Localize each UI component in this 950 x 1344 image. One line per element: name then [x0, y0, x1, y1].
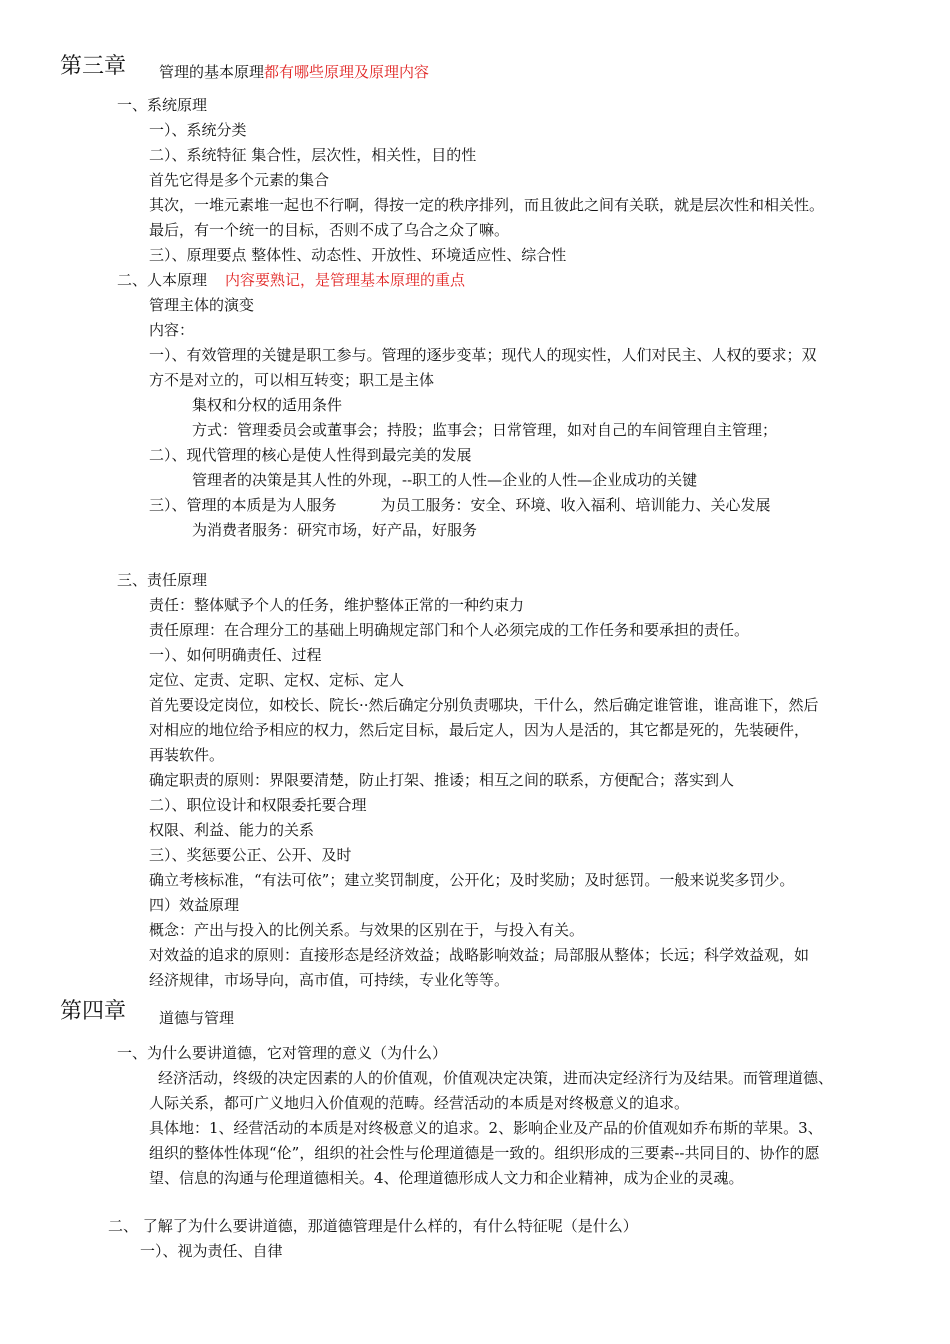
body-line: 概念：产出与投入的比例关系。与效果的区别在于，与投入有关。 — [149, 921, 585, 939]
body-line: 经济活动，终级的决定因素的人的价值观，价值观决定决策，进而决定经济行为及结果。而管理道德、 — [158, 1069, 834, 1087]
body-line: 人际关系，都可广义地归入价值观的范畴。经营活动的本质是对终极意义的追求。 — [149, 1094, 690, 1112]
body-line: 为消费者服务：研究市场，好产品，好服务 — [192, 521, 478, 539]
body-line — [149, 495, 771, 515]
body-line: 确定职责的原则：界限要清楚，防止打架、推诿；相互之间的联系，方便配合；落实到人 — [149, 771, 735, 789]
body-line: 首先要设定岗位，如校长、院长··然后确定分别负责哪块，干什么，然后确定谁管谁，谁高谁下，然后 — [149, 696, 819, 714]
section-human-title: 二、人本原理 — [117, 271, 208, 289]
chapter-3-subtitle-note: 都有哪些原理及原理内容 — [264, 63, 430, 81]
body-line: 责任原理：在合理分工的基础上明确规定部门和个人必须完成的工作任务和要承担的责任。 — [149, 621, 750, 639]
body-line: 一）、视为责任、自律 — [140, 1242, 283, 1260]
body-line: 三）、原理要点 整体性、动态性、开放性、环境适应性、综合性 — [149, 246, 567, 264]
body-line: 管理者的决策是其人性的外现，--职工的人性—企业的人性—企业成功的关键 — [192, 471, 698, 489]
body-line: 对效益的追求的原则：直接形态是经济效益；战略影响效益；局部服从整体；长远；科学效益观，如 — [149, 946, 810, 964]
body-line: 组织的整体性体现“伦”，组织的社会性与伦理道德是一致的。组织形成的三要素--共同目的、协作的愿 — [149, 1144, 820, 1162]
body-line: 再装软件。 — [149, 746, 225, 764]
body-line: 责任：整体赋予个人的任务，维护整体正常的一种约束力 — [149, 596, 525, 614]
body-line: 三）、奖惩要公正、公开、及时 — [149, 846, 352, 864]
body-line: 二）、职位设计和权限委托要合理 — [149, 796, 367, 814]
chapter-4-title: 第四章 — [60, 999, 127, 1024]
body-line: 首先它得是多个元素的集合 — [149, 171, 330, 189]
body-line: 一）、如何明确责任、过程 — [149, 646, 322, 664]
body-line: 内容： — [149, 321, 195, 339]
body-line: 对相应的地位给予相应的权力，然后定目标，最后定人，因为人是活的，其它都是死的，先装硬件， — [149, 721, 810, 739]
body-line: 经济规律，市场导向，高市值，可持续，专业化等等。 — [149, 971, 510, 989]
section-responsibility-principle: 三、责任原理 — [117, 571, 208, 589]
body-line: 管理主体的演变 — [149, 296, 255, 314]
section-efficiency-principle: 四）效益原理 — [149, 896, 240, 914]
body-line: 权限、利益、能力的关系 — [149, 821, 315, 839]
body-line-part: 三）、管理的本质是为人服务 — [149, 496, 337, 514]
chapter-4-subtitle: 道德与管理 — [159, 1009, 235, 1027]
chapter-3-title: 第三章 — [60, 54, 127, 79]
body-line: 定位、定责、定职、定权、定标、定人 — [149, 671, 405, 689]
body-line: 一）、有效管理的关键是职工参与。管理的逐步变革；现代人的现实性，人们对民主、人权的要求；双 — [149, 346, 817, 364]
body-line: 二）、现代管理的核心是使人性得到最完美的发展 — [149, 446, 472, 464]
section-why-ethics: 一、为什么要讲道德，它对管理的意义（为什么） — [117, 1044, 448, 1062]
section-human-note: 内容要熟记，是管理基本原理的重点 — [225, 271, 466, 289]
body-line: 方式：管理委员会或董事会；持股；监事会；日常管理，如对自己的车间管理自主管理； — [192, 421, 778, 439]
body-line: 望、信息的沟通与伦理道德相关。4、伦理道德形成人文力和企业精神，成为企业的灵魂。 — [149, 1169, 744, 1187]
body-line-part: 为员工服务：安全、环境、收入福利、培训能力、关心发展 — [380, 496, 771, 514]
section-system-principle: 一、系统原理 — [117, 96, 208, 114]
chapter-3-subtitle-text: 管理的基本原理 — [159, 63, 265, 81]
body-line: 二）、系统特征 集合性，层次性，相关性，目的性 — [149, 146, 477, 164]
body-line: 最后，有一个统一的目标，否则不成了乌合之众了嘛。 — [149, 221, 510, 239]
body-line: 确立考核标准，“有法可依”；建立奖罚制度，公开化；及时奖励；及时惩罚。一般来说奖多罚少。 — [149, 871, 795, 889]
section-what-ethics: 二、 了解了为什么要讲道德，那道德管理是什么样的，有什么特征呢（是什么） — [108, 1217, 638, 1235]
body-line: 其次，一堆元素堆一起也不行啊，得按一定的秩序排列，而且彼此之间有关联，就是层次性和相关性。 — [149, 196, 825, 214]
body-line: 具体地：1、经营活动的本质是对终极意义的追求。2、影响企业及产品的价值观如乔布斯的苹果。3、 — [149, 1119, 823, 1137]
section-human-principle — [117, 270, 465, 290]
body-line: 一）、系统分类 — [149, 121, 247, 139]
chapter-3-subtitle — [159, 62, 429, 82]
body-line: 方不是对立的，可以相互转变；职工是主体 — [149, 371, 435, 389]
body-line: 集权和分权的适用条件 — [192, 396, 343, 414]
